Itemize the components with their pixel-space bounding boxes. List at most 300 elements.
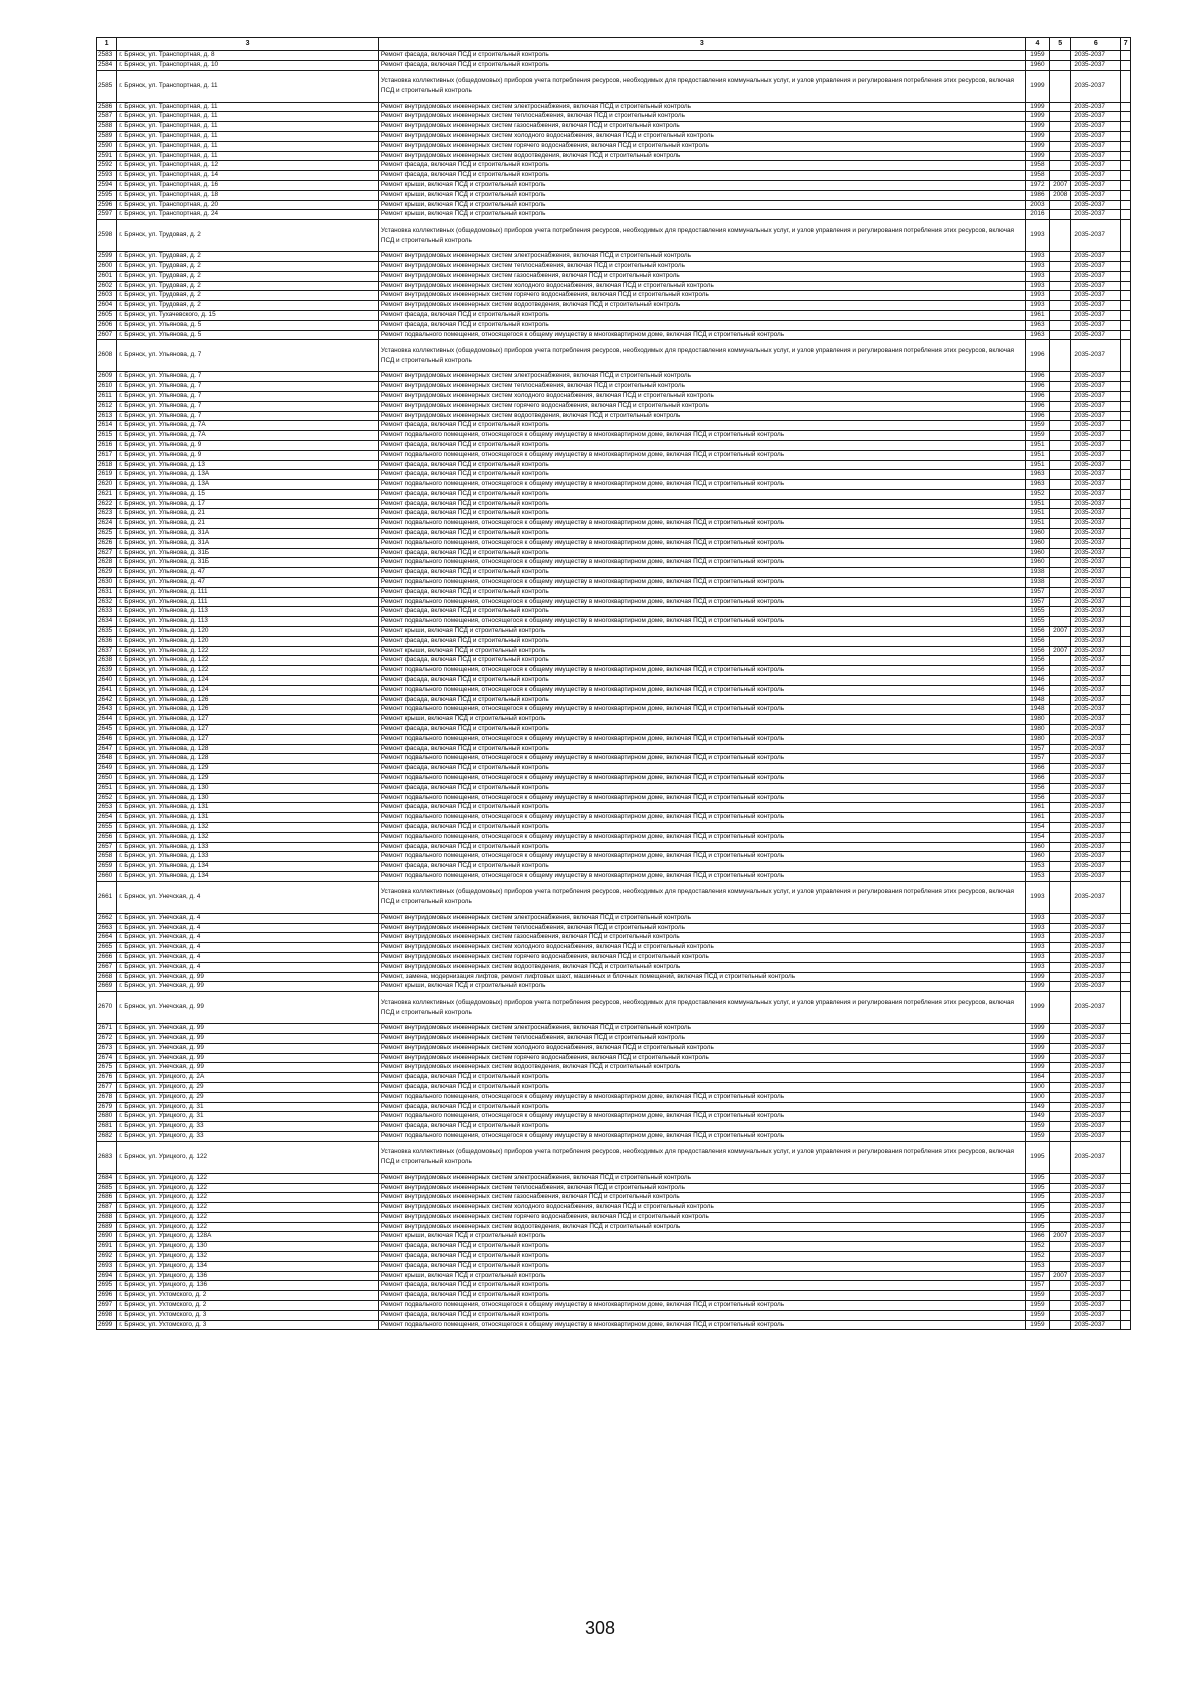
work-type-cell: Ремонт внутридомовых инженерных систем холодного водоснабжения, включая ПСД и строительный контроль bbox=[378, 1203, 1025, 1213]
address-cell: г. Брянск, ул. Ульянова, д. 9 bbox=[117, 450, 379, 460]
extra-cell bbox=[1121, 666, 1131, 676]
address-cell: г. Брянск, ул. Ульянова, д. 47 bbox=[117, 568, 379, 578]
last-repair-year-cell bbox=[1050, 1043, 1071, 1053]
extra-cell bbox=[1121, 627, 1131, 637]
work-type-cell: Ремонт фасада, включая ПСД и строительный контроль bbox=[378, 171, 1025, 181]
address-cell: г. Брянск, ул. Урицкого, д. 33 bbox=[117, 1122, 379, 1132]
last-repair-year-cell: 2007 bbox=[1050, 1271, 1071, 1281]
build-year-cell: 1952 bbox=[1025, 489, 1049, 499]
period-cell: 2035-2037 bbox=[1071, 51, 1121, 61]
period-cell: 2035-2037 bbox=[1071, 271, 1121, 281]
work-type-cell: Ремонт фасада, включая ПСД и строительный контроль bbox=[378, 470, 1025, 480]
address-cell: г. Брянск, ул. Ульянова, д. 7 bbox=[117, 382, 379, 392]
last-repair-year-cell bbox=[1050, 1261, 1071, 1271]
build-year-cell: 1996 bbox=[1025, 401, 1049, 411]
row-number: 2652 bbox=[97, 793, 117, 803]
address-cell: г. Брянск, ул. Урицкого, д. 128А bbox=[117, 1232, 379, 1242]
work-type-cell: Ремонт подвального помещения, относящегося к общему имуществу в многоквартирном доме, включая ПСД и строительный контроль bbox=[378, 538, 1025, 548]
build-year-cell: 1980 bbox=[1025, 715, 1049, 725]
table-row bbox=[97, 401, 1131, 411]
period-cell: 2035-2037 bbox=[1071, 744, 1121, 754]
row-number: 2629 bbox=[97, 568, 117, 578]
row-number: 2618 bbox=[97, 460, 117, 470]
table-row bbox=[97, 480, 1131, 490]
build-year-cell: 1999 bbox=[1025, 982, 1049, 992]
extra-cell bbox=[1121, 1131, 1131, 1141]
row-number: 2586 bbox=[97, 102, 117, 112]
work-type-cell: Ремонт фасада, включая ПСД и строительный контроль bbox=[378, 695, 1025, 705]
build-year-cell: 1972 bbox=[1025, 180, 1049, 190]
work-type-cell: Ремонт внутридомовых инженерных систем теплоснабжения, включая ПСД и строительный контроль bbox=[378, 1183, 1025, 1193]
period-cell: 2035-2037 bbox=[1071, 70, 1121, 102]
build-year-cell: 1963 bbox=[1025, 480, 1049, 490]
row-number: 2697 bbox=[97, 1301, 117, 1311]
table-row bbox=[97, 1271, 1131, 1281]
build-year-cell: 1999 bbox=[1025, 1053, 1049, 1063]
last-repair-year-cell bbox=[1050, 421, 1071, 431]
period-cell: 2035-2037 bbox=[1071, 617, 1121, 627]
row-number: 2617 bbox=[97, 450, 117, 460]
extra-cell bbox=[1121, 1252, 1131, 1262]
address-cell: г. Брянск, ул. Трудовая, д. 2 bbox=[117, 281, 379, 291]
last-repair-year-cell bbox=[1050, 1183, 1071, 1193]
build-year-cell: 1957 bbox=[1025, 1271, 1049, 1281]
build-year-cell: 1963 bbox=[1025, 320, 1049, 330]
work-type-cell: Ремонт фасада, включая ПСД и строительный контроль bbox=[378, 1073, 1025, 1083]
table-row bbox=[97, 1053, 1131, 1063]
row-number: 2605 bbox=[97, 310, 117, 320]
table-row bbox=[97, 460, 1131, 470]
row-number: 2688 bbox=[97, 1212, 117, 1222]
build-year-cell: 1993 bbox=[1025, 962, 1049, 972]
extra-cell bbox=[1121, 122, 1131, 132]
row-number: 2687 bbox=[97, 1203, 117, 1213]
row-number: 2634 bbox=[97, 617, 117, 627]
last-repair-year-cell: 2007 bbox=[1050, 646, 1071, 656]
row-number: 2589 bbox=[97, 131, 117, 141]
extra-cell bbox=[1121, 992, 1131, 1024]
work-type-cell: Ремонт фасада, включая ПСД и строительный контроль bbox=[378, 764, 1025, 774]
address-cell: г. Брянск, ул. Ульянова, д. 17 bbox=[117, 499, 379, 509]
extra-cell bbox=[1121, 131, 1131, 141]
last-repair-year-cell bbox=[1050, 450, 1071, 460]
extra-cell bbox=[1121, 982, 1131, 992]
period-cell: 2035-2037 bbox=[1071, 301, 1121, 311]
period-cell: 2035-2037 bbox=[1071, 1222, 1121, 1232]
row-number: 2695 bbox=[97, 1281, 117, 1291]
address-cell: г. Брянск, ул. Ульянова, д. 113 bbox=[117, 607, 379, 617]
work-type-cell: Ремонт подвального помещения, относящегося к общему имуществу в многоквартирном доме, включая ПСД и строительный контроль bbox=[378, 1320, 1025, 1330]
address-cell: г. Брянск, ул. Урицкого, д. 130 bbox=[117, 1242, 379, 1252]
row-number: 2677 bbox=[97, 1082, 117, 1092]
build-year-cell: 1960 bbox=[1025, 842, 1049, 852]
address-cell: г. Брянск, ул. Ульянова, д. 134 bbox=[117, 862, 379, 872]
extra-cell bbox=[1121, 943, 1131, 953]
period-cell: 2035-2037 bbox=[1071, 822, 1121, 832]
table-row bbox=[97, 962, 1131, 972]
address-cell: г. Брянск, ул. Ульянова, д. 126 bbox=[117, 705, 379, 715]
table-row bbox=[97, 1102, 1131, 1112]
last-repair-year-cell bbox=[1050, 881, 1071, 913]
build-year-cell: 1951 bbox=[1025, 509, 1049, 519]
row-number: 2683 bbox=[97, 1141, 117, 1173]
last-repair-year-cell bbox=[1050, 252, 1071, 262]
address-cell: г. Брянск, ул. Урицкого, д. 134 bbox=[117, 1261, 379, 1271]
address-cell: г. Брянск, ул. Транспортная, д. 16 bbox=[117, 180, 379, 190]
last-repair-year-cell bbox=[1050, 1212, 1071, 1222]
work-type-cell: Установка коллективных (общедомовых) приборов учета потребления ресурсов, необходимых для предоставления коммунальных услуг, и узлов управления и регулирования потребления этих ресурсов, включая ПСД и строительный контроль bbox=[378, 220, 1025, 252]
last-repair-year-cell bbox=[1050, 813, 1071, 823]
build-year-cell: 1999 bbox=[1025, 122, 1049, 132]
extra-cell bbox=[1121, 676, 1131, 686]
period-cell: 2035-2037 bbox=[1071, 291, 1121, 301]
address-cell: г. Брянск, ул. Унечская, д. 4 bbox=[117, 881, 379, 913]
table-row bbox=[97, 51, 1131, 61]
row-number: 2624 bbox=[97, 519, 117, 529]
extra-cell bbox=[1121, 832, 1131, 842]
period-cell: 2035-2037 bbox=[1071, 1193, 1121, 1203]
row-number: 2631 bbox=[97, 587, 117, 597]
address-cell: г. Брянск, ул. Транспортная, д. 24 bbox=[117, 210, 379, 220]
work-type-cell: Ремонт подвального помещения, относящегося к общему имуществу в многоквартирном доме, включая ПСД и строительный контроль bbox=[378, 480, 1025, 490]
table-row bbox=[97, 1092, 1131, 1102]
build-year-cell: 1993 bbox=[1025, 271, 1049, 281]
work-type-cell: Ремонт внутридомовых инженерных систем газоснабжения, включая ПСД и строительный контроль bbox=[378, 1193, 1025, 1203]
last-repair-year-cell bbox=[1050, 411, 1071, 421]
table-row bbox=[97, 705, 1131, 715]
header-col-work: 3 bbox=[378, 38, 1025, 51]
address-cell: г. Брянск, ул. Транспортная, д. 12 bbox=[117, 161, 379, 171]
address-cell: г. Брянск, ул. Ульянова, д. 133 bbox=[117, 842, 379, 852]
address-cell: г. Брянск, ул. Унечская, д. 99 bbox=[117, 1033, 379, 1043]
work-type-cell: Ремонт фасада, включая ПСД и строительный контроль bbox=[378, 509, 1025, 519]
period-cell: 2035-2037 bbox=[1071, 1112, 1121, 1122]
build-year-cell: 1958 bbox=[1025, 171, 1049, 181]
last-repair-year-cell bbox=[1050, 440, 1071, 450]
row-number: 2597 bbox=[97, 210, 117, 220]
work-type-cell: Ремонт фасада, включая ПСД и строительный контроль bbox=[378, 862, 1025, 872]
work-type-cell: Ремонт крыши, включая ПСД и строительный контроль bbox=[378, 210, 1025, 220]
address-cell: г. Брянск, ул. Унечская, д. 4 bbox=[117, 952, 379, 962]
period-cell: 2035-2037 bbox=[1071, 1212, 1121, 1222]
extra-cell bbox=[1121, 261, 1131, 271]
build-year-cell: 1993 bbox=[1025, 220, 1049, 252]
table-row bbox=[97, 1063, 1131, 1073]
address-cell: г. Брянск, ул. Унечская, д. 4 bbox=[117, 923, 379, 933]
build-year-cell: 1986 bbox=[1025, 190, 1049, 200]
last-repair-year-cell: 2007 bbox=[1050, 1232, 1071, 1242]
period-cell: 2035-2037 bbox=[1071, 803, 1121, 813]
row-number: 2699 bbox=[97, 1320, 117, 1330]
build-year-cell: 1999 bbox=[1025, 1033, 1049, 1043]
period-cell: 2035-2037 bbox=[1071, 372, 1121, 382]
build-year-cell: 1960 bbox=[1025, 538, 1049, 548]
period-cell: 2035-2037 bbox=[1071, 190, 1121, 200]
period-cell: 2035-2037 bbox=[1071, 161, 1121, 171]
period-cell: 2035-2037 bbox=[1071, 1232, 1121, 1242]
address-cell: г. Брянск, ул. Ульянова, д. 7А bbox=[117, 421, 379, 431]
extra-cell bbox=[1121, 281, 1131, 291]
extra-cell bbox=[1121, 1183, 1131, 1193]
last-repair-year-cell bbox=[1050, 913, 1071, 923]
period-cell: 2035-2037 bbox=[1071, 972, 1121, 982]
header-col-7: 7 bbox=[1121, 38, 1131, 51]
row-number: 2664 bbox=[97, 933, 117, 943]
table-row bbox=[97, 871, 1131, 881]
build-year-cell: 1956 bbox=[1025, 793, 1049, 803]
work-type-cell: Ремонт крыши, включая ПСД и строительный контроль bbox=[378, 200, 1025, 210]
work-type-cell: Ремонт внутридомовых инженерных систем холодного водоснабжения, включая ПСД и строительный контроль bbox=[378, 131, 1025, 141]
extra-cell bbox=[1121, 962, 1131, 972]
extra-cell bbox=[1121, 210, 1131, 220]
work-type-cell: Ремонт фасада, включая ПСД и строительный контроль bbox=[378, 1261, 1025, 1271]
last-repair-year-cell bbox=[1050, 715, 1071, 725]
last-repair-year-cell bbox=[1050, 1173, 1071, 1183]
period-cell: 2035-2037 bbox=[1071, 1053, 1121, 1063]
table-row bbox=[97, 813, 1131, 823]
extra-cell bbox=[1121, 489, 1131, 499]
period-cell: 2035-2037 bbox=[1071, 646, 1121, 656]
extra-cell bbox=[1121, 587, 1131, 597]
row-number: 2691 bbox=[97, 1242, 117, 1252]
row-number: 2613 bbox=[97, 411, 117, 421]
period-cell: 2035-2037 bbox=[1071, 401, 1121, 411]
build-year-cell: 1949 bbox=[1025, 1112, 1049, 1122]
row-number: 2614 bbox=[97, 421, 117, 431]
extra-cell bbox=[1121, 1301, 1131, 1311]
work-type-cell: Ремонт внутридомовых инженерных систем теплоснабжения, включая ПСД и строительный контроль bbox=[378, 1033, 1025, 1043]
table-row bbox=[97, 952, 1131, 962]
table-row bbox=[97, 519, 1131, 529]
table-row bbox=[97, 852, 1131, 862]
row-number: 2619 bbox=[97, 470, 117, 480]
address-cell: г. Брянск, ул. Унечская, д. 4 bbox=[117, 933, 379, 943]
build-year-cell: 1957 bbox=[1025, 754, 1049, 764]
extra-cell bbox=[1121, 480, 1131, 490]
work-type-cell: Ремонт фасада, включая ПСД и строительный контроль bbox=[378, 529, 1025, 539]
work-type-cell: Ремонт фасада, включая ПСД и строительный контроль bbox=[378, 161, 1025, 171]
work-type-cell: Ремонт подвального помещения, относящегося к общему имуществу в многоквартирном доме, включая ПСД и строительный контроль bbox=[378, 793, 1025, 803]
table-row bbox=[97, 558, 1131, 568]
table-row bbox=[97, 261, 1131, 271]
build-year-cell: 1993 bbox=[1025, 943, 1049, 953]
extra-cell bbox=[1121, 913, 1131, 923]
work-type-cell: Ремонт фасада, включая ПСД и строительный контроль bbox=[378, 822, 1025, 832]
extra-cell bbox=[1121, 1310, 1131, 1320]
extra-cell bbox=[1121, 715, 1131, 725]
work-type-cell: Ремонт крыши, включая ПСД и строительный контроль bbox=[378, 982, 1025, 992]
last-repair-year-cell bbox=[1050, 822, 1071, 832]
extra-cell bbox=[1121, 813, 1131, 823]
last-repair-year-cell bbox=[1050, 220, 1071, 252]
last-repair-year-cell bbox=[1050, 431, 1071, 441]
work-type-cell: Ремонт фасада, включая ПСД и строительный контроль bbox=[378, 803, 1025, 813]
last-repair-year-cell bbox=[1050, 992, 1071, 1024]
last-repair-year-cell bbox=[1050, 1222, 1071, 1232]
build-year-cell: 1938 bbox=[1025, 578, 1049, 588]
extra-cell bbox=[1121, 301, 1131, 311]
extra-cell bbox=[1121, 421, 1131, 431]
address-cell: г. Брянск, ул. Ульянова, д. 128 bbox=[117, 754, 379, 764]
row-number: 2623 bbox=[97, 509, 117, 519]
build-year-cell: 1964 bbox=[1025, 1073, 1049, 1083]
header-col-year: 4 bbox=[1025, 38, 1049, 51]
build-year-cell: 1999 bbox=[1025, 102, 1049, 112]
table-row bbox=[97, 992, 1131, 1024]
period-cell: 2035-2037 bbox=[1071, 1291, 1121, 1301]
row-number: 2633 bbox=[97, 607, 117, 617]
table-row bbox=[97, 122, 1131, 132]
period-cell: 2035-2037 bbox=[1071, 151, 1121, 161]
extra-cell bbox=[1121, 1033, 1131, 1043]
work-type-cell: Ремонт подвального помещения, относящегося к общему имуществу в многоквартирном доме, включая ПСД и строительный контроль bbox=[378, 578, 1025, 588]
extra-cell bbox=[1121, 60, 1131, 70]
address-cell: г. Брянск, ул. Ухтомского, д. 3 bbox=[117, 1310, 379, 1320]
build-year-cell: 1956 bbox=[1025, 783, 1049, 793]
table-row bbox=[97, 151, 1131, 161]
build-year-cell: 1938 bbox=[1025, 568, 1049, 578]
period-cell: 2035-2037 bbox=[1071, 952, 1121, 962]
table-row bbox=[97, 627, 1131, 637]
table-row bbox=[97, 60, 1131, 70]
address-cell: г. Брянск, ул. Унечская, д. 99 bbox=[117, 1043, 379, 1053]
period-cell: 2035-2037 bbox=[1071, 210, 1121, 220]
build-year-cell: 1959 bbox=[1025, 51, 1049, 61]
table-row bbox=[97, 597, 1131, 607]
extra-cell bbox=[1121, 310, 1131, 320]
extra-cell bbox=[1121, 842, 1131, 852]
period-cell: 2035-2037 bbox=[1071, 1092, 1121, 1102]
row-number: 2593 bbox=[97, 171, 117, 181]
row-number: 2661 bbox=[97, 881, 117, 913]
build-year-cell: 1960 bbox=[1025, 558, 1049, 568]
table-row bbox=[97, 764, 1131, 774]
table-row bbox=[97, 171, 1131, 181]
extra-cell bbox=[1121, 161, 1131, 171]
extra-cell bbox=[1121, 725, 1131, 735]
build-year-cell: 1999 bbox=[1025, 1024, 1049, 1034]
work-type-cell: Ремонт внутридомовых инженерных систем горячего водоснабжения, включая ПСД и строительный контроль bbox=[378, 1053, 1025, 1063]
build-year-cell: 1993 bbox=[1025, 252, 1049, 262]
table-row bbox=[97, 646, 1131, 656]
period-cell: 2035-2037 bbox=[1071, 440, 1121, 450]
build-year-cell: 1959 bbox=[1025, 1131, 1049, 1141]
extra-cell bbox=[1121, 636, 1131, 646]
period-cell: 2035-2037 bbox=[1071, 832, 1121, 842]
table-row bbox=[97, 372, 1131, 382]
last-repair-year-cell bbox=[1050, 391, 1071, 401]
row-number: 2628 bbox=[97, 558, 117, 568]
period-cell: 2035-2037 bbox=[1071, 852, 1121, 862]
row-number: 2583 bbox=[97, 51, 117, 61]
extra-cell bbox=[1121, 252, 1131, 262]
row-number: 2595 bbox=[97, 190, 117, 200]
last-repair-year-cell bbox=[1050, 744, 1071, 754]
table-row bbox=[97, 1242, 1131, 1252]
row-number: 2606 bbox=[97, 320, 117, 330]
address-cell: г. Брянск, ул. Транспортная, д. 11 bbox=[117, 70, 379, 102]
work-type-cell: Ремонт фасада, включая ПСД и строительный контроль bbox=[378, 842, 1025, 852]
build-year-cell: 1951 bbox=[1025, 460, 1049, 470]
last-repair-year-cell bbox=[1050, 330, 1071, 340]
row-number: 2679 bbox=[97, 1102, 117, 1112]
address-cell: г. Брянск, ул. Ульянова, д. 31Б bbox=[117, 558, 379, 568]
build-year-cell: 1999 bbox=[1025, 1063, 1049, 1073]
extra-cell bbox=[1121, 862, 1131, 872]
address-cell: г. Брянск, ул. Ульянова, д. 111 bbox=[117, 597, 379, 607]
last-repair-year-cell bbox=[1050, 499, 1071, 509]
build-year-cell: 1955 bbox=[1025, 607, 1049, 617]
work-type-cell: Ремонт фасада, включая ПСД и строительный контроль bbox=[378, 51, 1025, 61]
build-year-cell: 1995 bbox=[1025, 1212, 1049, 1222]
period-cell: 2035-2037 bbox=[1071, 1033, 1121, 1043]
extra-cell bbox=[1121, 200, 1131, 210]
address-cell: г. Брянск, ул. Ульянова, д. 31А bbox=[117, 538, 379, 548]
work-type-cell: Установка коллективных (общедомовых) приборов учета потребления ресурсов, необходимых для предоставления коммунальных услуг, и узлов управления и регулирования потребления этих ресурсов, включая ПСД и строительный контроль bbox=[378, 70, 1025, 102]
table-row bbox=[97, 617, 1131, 627]
last-repair-year-cell bbox=[1050, 793, 1071, 803]
work-type-cell: Ремонт фасада, включая ПСД и строительный контроль bbox=[378, 489, 1025, 499]
build-year-cell: 1995 bbox=[1025, 1193, 1049, 1203]
build-year-cell: 2003 bbox=[1025, 200, 1049, 210]
row-number: 2653 bbox=[97, 803, 117, 813]
row-number: 2667 bbox=[97, 962, 117, 972]
extra-cell bbox=[1121, 685, 1131, 695]
header-col-repair-year: 5 bbox=[1050, 38, 1071, 51]
address-cell: г. Брянск, ул. Ульянова, д. 111 bbox=[117, 587, 379, 597]
extra-cell bbox=[1121, 952, 1131, 962]
table-row bbox=[97, 141, 1131, 151]
period-cell: 2035-2037 bbox=[1071, 102, 1121, 112]
build-year-cell: 1956 bbox=[1025, 656, 1049, 666]
row-number: 2660 bbox=[97, 871, 117, 881]
build-year-cell: 1959 bbox=[1025, 1122, 1049, 1132]
table-row bbox=[97, 252, 1131, 262]
period-cell: 2035-2037 bbox=[1071, 754, 1121, 764]
row-number: 2673 bbox=[97, 1043, 117, 1053]
period-cell: 2035-2037 bbox=[1071, 764, 1121, 774]
period-cell: 2035-2037 bbox=[1071, 715, 1121, 725]
row-number: 2657 bbox=[97, 842, 117, 852]
address-cell: г. Брянск, ул. Ульянова, д. 21 bbox=[117, 519, 379, 529]
address-cell: г. Брянск, ул. Урицкого, д. 122 bbox=[117, 1141, 379, 1173]
build-year-cell: 1996 bbox=[1025, 391, 1049, 401]
work-type-cell: Ремонт фасада, включая ПСД и строительный контроль bbox=[378, 1102, 1025, 1112]
address-cell: г. Брянск, ул. Урицкого, д. 31 bbox=[117, 1102, 379, 1112]
build-year-cell: 1959 bbox=[1025, 431, 1049, 441]
address-cell: г. Брянск, ул. Ульянова, д. 7 bbox=[117, 340, 379, 372]
table-row bbox=[97, 1301, 1131, 1311]
period-cell: 2035-2037 bbox=[1071, 913, 1121, 923]
period-cell: 2035-2037 bbox=[1071, 330, 1121, 340]
work-type-cell: Ремонт внутридомовых инженерных систем электроснабжения, включая ПСД и строительный контроль bbox=[378, 252, 1025, 262]
work-type-cell: Ремонт внутридомовых инженерных систем газоснабжения, включая ПСД и строительный контроль bbox=[378, 271, 1025, 281]
build-year-cell: 1995 bbox=[1025, 1203, 1049, 1213]
period-cell: 2035-2037 bbox=[1071, 1122, 1121, 1132]
address-cell: г. Брянск, ул. Урицкого, д. 122 bbox=[117, 1193, 379, 1203]
address-cell: г. Брянск, ул. Унечская, д. 99 bbox=[117, 982, 379, 992]
row-number: 2651 bbox=[97, 783, 117, 793]
table-row bbox=[97, 923, 1131, 933]
work-type-cell: Ремонт внутридомовых инженерных систем водоотведения, включая ПСД и строительный контроль bbox=[378, 962, 1025, 972]
row-number: 2637 bbox=[97, 646, 117, 656]
row-number: 2639 bbox=[97, 666, 117, 676]
table-row bbox=[97, 1203, 1131, 1213]
table-row bbox=[97, 1232, 1131, 1242]
last-repair-year-cell bbox=[1050, 70, 1071, 102]
extra-cell bbox=[1121, 460, 1131, 470]
work-type-cell: Ремонт подвального помещения, относящегося к общему имуществу в многоквартирном доме, включая ПСД и строительный контроль bbox=[378, 431, 1025, 441]
